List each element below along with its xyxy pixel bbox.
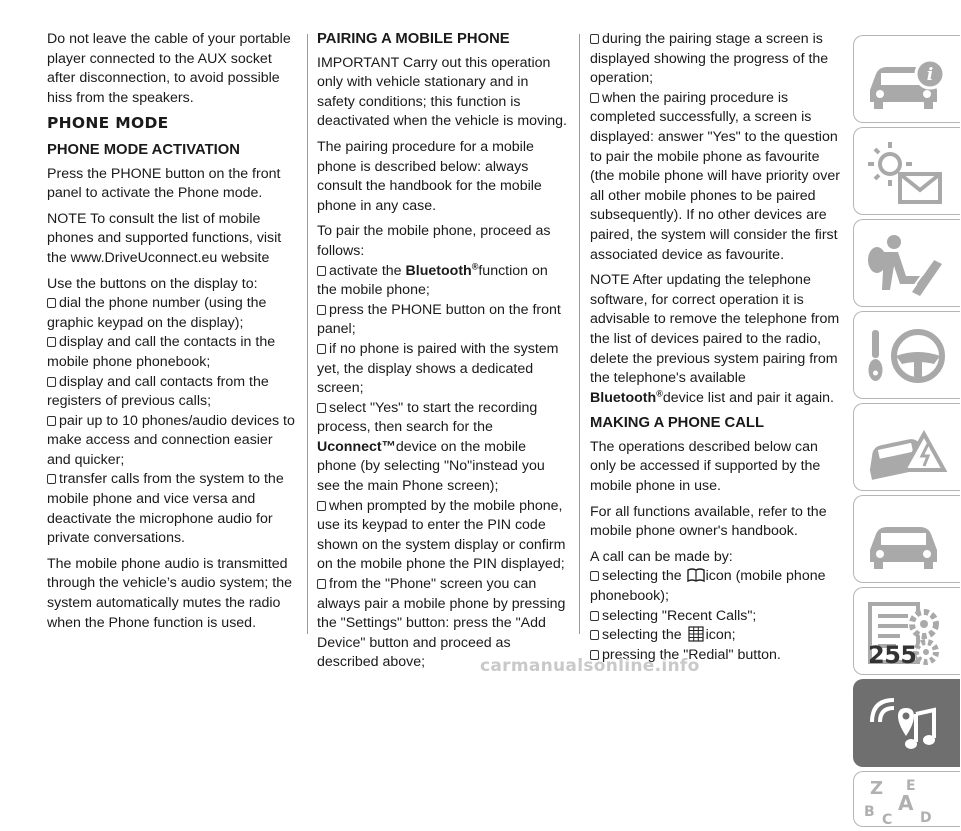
tab-index[interactable] [853, 771, 960, 827]
tab-safety[interactable] [853, 219, 960, 307]
tab-service[interactable] [853, 495, 960, 583]
index-letter: E [906, 778, 916, 794]
index-letter: A [898, 791, 914, 815]
index-letter: B [864, 804, 875, 820]
tab-starting-driving[interactable] [853, 311, 960, 399]
list-item: during the pairing stage a screen is displayed showing the progress of the operation; [590, 31, 829, 87]
key-steering-wheel-icon [854, 312, 961, 400]
paragraph-operations: The operations described below can only be accessed if supported by the mobile phone in use. [590, 438, 821, 495]
column-middle [317, 30, 569, 673]
paragraph-all-functions: For all functions available, refer to the mobile phone owner's handbook. [590, 503, 827, 540]
page-number: 255 [868, 641, 917, 669]
paragraph-procedure: The pairing procedure for a mobile phone is described below: always consult the handbook for the mobile phone in any case. [317, 138, 542, 214]
tab-warning-lights[interactable] [853, 127, 960, 215]
bullet-box-icon [317, 403, 326, 413]
bullet-box-icon [317, 501, 326, 511]
column-divider [307, 34, 308, 634]
bullet-box-icon [47, 337, 56, 347]
watermark: carmanualsonline.info [480, 656, 700, 676]
tab-car[interactable] [853, 35, 960, 123]
paragraph-note-update: NOTE After updating the telephone software, for correct operation it is advisable to remove the telephone from the list of devices paired to the radio, delete the previous system pairing from the telephone's available Bluetooth®device list and pair it again. [590, 272, 840, 406]
list-item: display and call contacts from the registers of previous calls; [47, 373, 269, 410]
index-letter: C [882, 812, 893, 828]
bullet-box-icon [590, 630, 599, 640]
paragraph-important: IMPORTANT Carry out this operation only with vehicle stationary and in safety conditions; this function is deactivated when the vehicle is moving. [317, 54, 567, 130]
car-icon [854, 36, 961, 124]
list-item: if no phone is paired with the system yet, the display shows a dedicated screen; [317, 340, 559, 397]
multimedia-icon [854, 680, 961, 768]
list-item: display and call the contacts in the mobile phone phonebook; [47, 334, 276, 370]
list-item: select "Yes" to start the recording process, then search for the Uconnect™device on the mobile phone (by selecting "No"instead you see the main Phone screen); [317, 399, 545, 495]
tab-emergency[interactable] [853, 403, 960, 491]
list-item: from the "Phone" screen you can always pair a mobile phone by pressing the "Settings" button: press the "Add Device" button and proceed as described above; [317, 576, 566, 671]
column-left [47, 30, 297, 639]
warning-lights-icon [854, 128, 961, 216]
column-divider [579, 34, 580, 634]
bullet-box-icon [47, 474, 56, 484]
paragraph-use-buttons: Use the buttons on the display to: [47, 275, 258, 292]
bullet-box-icon [47, 416, 56, 426]
tab-multimedia[interactable] [853, 679, 960, 767]
bullet-box-icon [317, 266, 326, 276]
index-letter: D [920, 810, 932, 826]
column-right [590, 30, 842, 665]
list-item: transfer calls from the system to the mobile phone and vice versa and deactivate the microphone audio for private conversations. [47, 471, 284, 547]
bullet-box-icon [590, 571, 599, 581]
phonebook-icon [687, 567, 705, 583]
list-item: pressing the "Redial" button. [590, 646, 842, 666]
bullet-box-icon [317, 579, 326, 589]
subheading-pairing: PAIRING A MOBILE PHONE [317, 31, 510, 47]
bullet-box-icon [317, 344, 326, 354]
paragraph-call-made-by: A call can be made by: [590, 548, 733, 565]
index-letter: Z [870, 778, 884, 799]
list-item: when the pairing procedure is completed successfully, a screen is displayed: answer "Yes" to the question to pair the mobile phone as favourite (the mobile phone will have priority over all other mobile phones to be paired subsequently). If no other devices are paired, the system will consider the first associated device as favourite. [590, 89, 840, 263]
service-car-icon [854, 496, 961, 584]
airbag-seat-icon [854, 220, 961, 308]
index-icon [854, 772, 961, 828]
list-item: selecting the icon (mobile phone phonebook); [590, 568, 826, 605]
chapter-tabs [853, 35, 960, 831]
list-item: activate the Bluetooth®function on the mobile phone; [317, 260, 548, 299]
bullet-box-icon [317, 305, 326, 315]
bullet-box-icon [47, 298, 56, 308]
paragraph-note-website: NOTE To consult the list of mobile phones and supported functions, visit the www.DriveUconnect.eu website [47, 210, 282, 266]
subheading-phone-mode-activation: PHONE MODE ACTIVATION [47, 141, 240, 158]
list-item: when prompted by the mobile phone, use its keypad to enter the PIN code shown on the system display or confirm on the mobile phone the PIN displayed; [317, 497, 566, 573]
paragraph-audio-transmitted: The mobile phone audio is transmitted through the vehicle’s audio system; the system automatically mutes the radio when the Phone function is used. [47, 555, 293, 631]
aux-warning-paragraph: Do not leave the cable of your portable player connected to the AUX socket after disconnection, to avoid possible hiss from the speakers. [47, 31, 291, 106]
list-item: press the PHONE button on the front panel; [317, 301, 561, 338]
bullet-box-icon [47, 377, 56, 387]
list-item: pair up to 10 phones/audio devices to make access and connection easier and quicker; [47, 412, 295, 468]
subheading-making-call: MAKING A PHONE CALL [590, 415, 764, 432]
paragraph-press-phone: Press the PHONE button on the front panel to activate the Phone mode. [47, 165, 281, 202]
list-item: selecting the icon; [590, 626, 842, 646]
section-heading-phone-mode: PHONE MODE [47, 114, 169, 133]
keypad-icon [687, 626, 705, 642]
breakdown-icon [854, 404, 961, 492]
paragraph-to-pair: To pair the mobile phone, proceed as follows: [317, 223, 551, 259]
svg-text:i: i [926, 65, 934, 85]
list-item: dial the phone number (using the graphic keypad on the display); [47, 295, 267, 331]
bullet-box-icon [590, 93, 599, 103]
bullet-box-icon [590, 611, 599, 621]
bullet-box-icon [590, 34, 599, 44]
list-item: selecting "Recent Calls"; [590, 607, 842, 627]
